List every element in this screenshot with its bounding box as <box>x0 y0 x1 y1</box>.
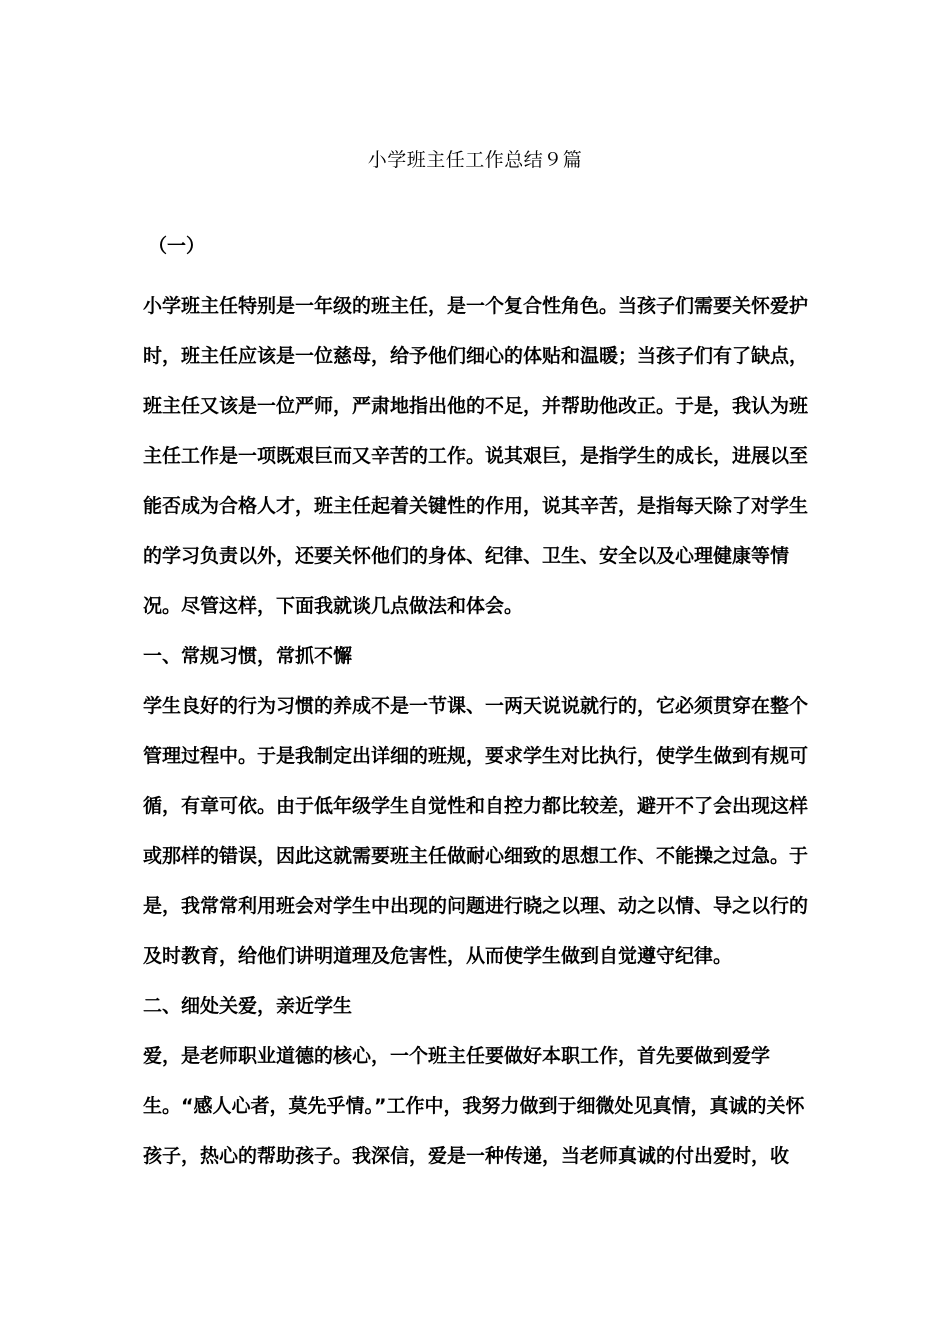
paragraph-habits: 学生良好的行为习惯的养成不是一节课、一两天说说就行的，它必须贯穿在整个管理过程中。于是我制定出详细的班规，要求学生对比执行，使学生做到有规可循，有章可依。由于低年级学生自觉性和自控力都比较差，避开不了会出现这样或那样的错误，因此这就需要班主任做耐心细致的思想工作、不能操之过急。于是，我常常利用班会对学生中出现的问题进行晓之以理、动之以情、导之以行的及时教育，给他们讲明道理及危害性，从而使学生做到自觉遵守纪律。 <box>143 695 809 967</box>
document-title: 小学班主任工作总结９篇 <box>367 149 583 171</box>
paragraph-intro: 小学班主任特别是一年级的班主任，是一个复合性角色。当孩子们需要关怀爱护时，班主任应该是一位慈母，给予他们细心的体贴和温暖；当孩子们有了缺点，班主任又该是一位严师，严肃地指出他的不足，并帮助他改正。于是，我认为班主任工作是一项既艰巨而又辛苦的工作。说其艰巨，是指学生的成长，进展以至能否成为合格人才，班主任起着关键性的作用，说其辛苦，是指每天除了对学生的学习负责以外，还要关怀他们的身体、纪律、卫生、安全以及心理健康等情况。尽管这样，下面我就谈几点做法和体会。 <box>143 295 809 617</box>
section-heading-1: 一、常规习惯，常抓不懈 <box>143 645 353 667</box>
document-body <box>143 281 808 1181</box>
section-number: （一） <box>148 235 206 257</box>
paragraph-care: 爱，是老师职业道德的核心，一个班主任要做好本职工作，首先要做到爱学生。“感人心者，莫先乎情。”工作中，我努力做到于细微处见真情，真诚的关怀孩子，热心的帮助孩子。我深信，爱是一种传递，当老师真诚的付出爱时，收 <box>143 1045 805 1167</box>
section-heading-2: 二、细处关爱，亲近学生 <box>143 995 353 1017</box>
